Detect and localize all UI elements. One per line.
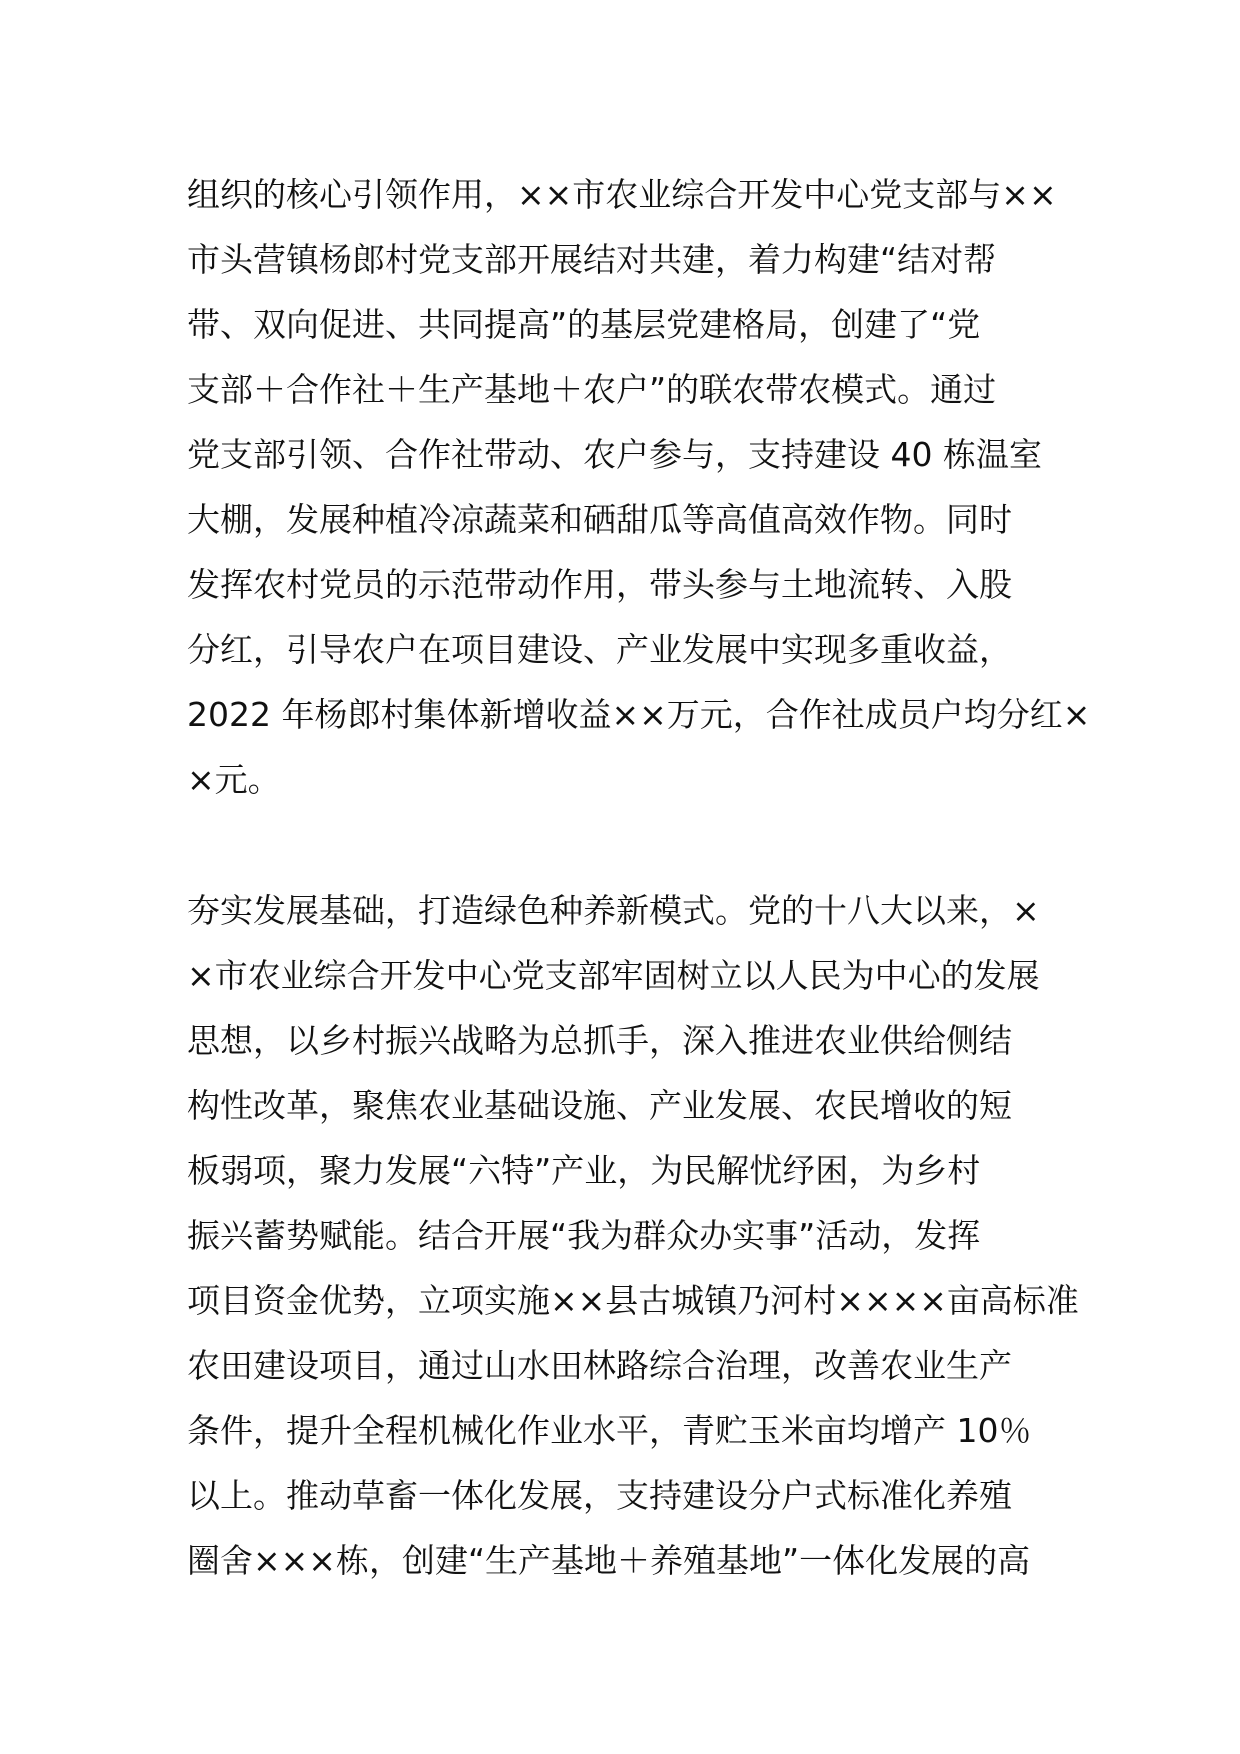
text-line: 构性改革，聚焦农业基础设施、产业发展、农民增收的短 (187, 1086, 1012, 1125)
text-line: 带、双向促进、共同提高”的基层党建格局，创建了“党 (187, 305, 981, 344)
text-line: 振兴蓄势赋能。结合开展“我为群众办实事”活动，发挥 (187, 1216, 981, 1255)
text-line: ×元。 (187, 760, 281, 799)
text-line: 大棚，发展种植冷凉蔬菜和硒甜瓜等高值高效作物。同时 (187, 500, 1012, 539)
text-line: 2022 年杨郎村集体新增收益××万元，合作社成员户均分红× (187, 695, 1091, 734)
text-line: 项目资金优势，立项实施××县古城镇乃河村××××亩高标准 (187, 1281, 1079, 1320)
text-line: 板弱项，聚力发展“六特”产业，为民解忧纾困，为乡村 (187, 1151, 981, 1190)
text-line: 市头营镇杨郎村党支部开展结对共建，着力构建“结对帮 (187, 240, 997, 279)
text-line: 思想，以乡村振兴战略为总抓手，深入推进农业供给侧结 (187, 1021, 1012, 1060)
text-line: 农田建设项目，通过山水田林路综合治理，改善农业生产 (187, 1346, 1012, 1385)
text-line: 条件，提升全程机械化作业水平，青贮玉米亩均增产 10％ (187, 1411, 1032, 1450)
text-line: 分红，引导农户在项目建设、产业发展中实现多重收益， (187, 630, 1012, 669)
paragraph-1 (187, 162, 1091, 812)
text-line: 夯实发展基础，打造绿色种养新模式。党的十八大以来，× (187, 891, 1040, 930)
text-line: 组织的核心引领作用，××市农业综合开发中心党支部与×× (187, 175, 1057, 214)
text-line: 党支部引领、合作社带动、农户参与，支持建设 40 栋温室 (187, 435, 1042, 474)
text-line: 支部＋合作社＋生产基地＋农户”的联农带农模式。通过 (187, 370, 997, 409)
text-line: 圈舍×××栋，创建“生产基地＋养殖基地”一体化发展的高 (187, 1541, 1031, 1580)
paragraph-2 (187, 878, 1087, 1593)
text-line: 以上。推动草畜一体化发展，支持建设分户式标准化养殖 (187, 1476, 1012, 1515)
text-line: ×市农业综合开发中心党支部牢固树立以人民为中心的发展 (187, 956, 1040, 995)
text-line: 发挥农村党员的示范带动作用，带头参与土地流转、入股 (187, 565, 1012, 604)
